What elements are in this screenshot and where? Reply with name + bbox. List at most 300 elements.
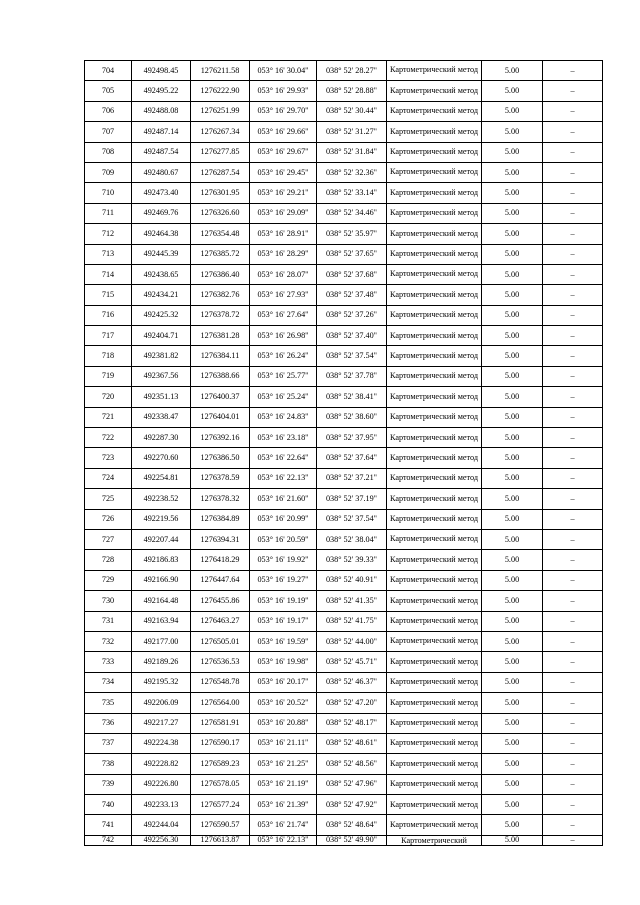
y-coordinate-cell: 1276251.99 [191, 101, 250, 121]
x-coordinate-cell: 492495.22 [132, 81, 191, 101]
latitude-cell: 053° 16' 27.93" [250, 285, 317, 305]
latitude-cell: 053° 16' 21.60" [250, 489, 317, 509]
description-cell: – [543, 428, 603, 448]
x-coordinate-cell: 492233.13 [132, 795, 191, 815]
table-row [85, 815, 603, 835]
method-cell: Картометрический метод [387, 774, 482, 794]
accuracy-cell: 5.00 [482, 652, 543, 672]
x-coordinate-cell: 492166.90 [132, 570, 191, 590]
x-coordinate-cell: 492228.82 [132, 754, 191, 774]
accuracy-cell: 5.00 [482, 305, 543, 325]
y-coordinate-cell: 1276378.72 [191, 305, 250, 325]
y-coordinate-cell: 1276564.00 [191, 693, 250, 713]
accuracy-cell: 5.00 [482, 407, 543, 427]
x-coordinate-cell: 492219.56 [132, 509, 191, 529]
table-row [85, 550, 603, 570]
method-cell: Картометрический метод [387, 815, 482, 835]
table-row [85, 407, 603, 427]
y-coordinate-cell: 1276590.17 [191, 733, 250, 753]
description-cell: – [543, 713, 603, 733]
x-coordinate-cell: 492480.67 [132, 162, 191, 182]
description-cell: – [543, 122, 603, 142]
description-cell: – [543, 305, 603, 325]
y-coordinate-cell: 1276536.53 [191, 652, 250, 672]
description-cell: – [543, 264, 603, 284]
accuracy-cell: 5.00 [482, 326, 543, 346]
method-cell: Картометрический метод [387, 183, 482, 203]
longitude-cell: 038° 52' 46.37" [317, 672, 387, 692]
method-cell: Картометрический метод [387, 795, 482, 815]
method-cell: Картометрический метод [387, 387, 482, 407]
latitude-cell: 053° 16' 19.27" [250, 570, 317, 590]
y-coordinate-cell: 1276354.48 [191, 224, 250, 244]
accuracy-cell: 5.00 [482, 448, 543, 468]
table-row [85, 631, 603, 651]
x-coordinate-cell: 492287.30 [132, 428, 191, 448]
accuracy-cell: 5.00 [482, 142, 543, 162]
x-coordinate-cell: 492164.48 [132, 591, 191, 611]
point-number-cell: 718 [85, 346, 132, 366]
accuracy-cell: 5.00 [482, 733, 543, 753]
y-coordinate-cell: 1276378.32 [191, 489, 250, 509]
method-cell: Картометрический метод [387, 509, 482, 529]
point-number-cell: 709 [85, 162, 132, 182]
y-coordinate-cell: 1276447.64 [191, 570, 250, 590]
latitude-cell: 053° 16' 28.91" [250, 224, 317, 244]
table-row [85, 570, 603, 590]
description-cell: – [543, 529, 603, 549]
description-cell: – [543, 224, 603, 244]
table-row [85, 81, 603, 101]
table-row [85, 652, 603, 672]
accuracy-cell: 5.00 [482, 203, 543, 223]
point-number-cell: 725 [85, 489, 132, 509]
method-cell: Картометрический метод [387, 264, 482, 284]
y-coordinate-cell: 1276326.60 [191, 203, 250, 223]
latitude-cell: 053° 16' 27.64" [250, 305, 317, 325]
description-cell: – [543, 509, 603, 529]
y-coordinate-cell: 1276400.37 [191, 387, 250, 407]
y-coordinate-cell: 1276301.95 [191, 183, 250, 203]
latitude-cell: 053° 16' 21.11" [250, 733, 317, 753]
x-coordinate-cell: 492469.76 [132, 203, 191, 223]
table-row [85, 101, 603, 121]
accuracy-cell: 5.00 [482, 570, 543, 590]
x-coordinate-cell: 492487.54 [132, 142, 191, 162]
accuracy-cell: 5.00 [482, 285, 543, 305]
point-number-cell: 710 [85, 183, 132, 203]
longitude-cell: 038° 52' 37.78" [317, 366, 387, 386]
accuracy-cell: 5.00 [482, 591, 543, 611]
x-coordinate-cell: 492464.38 [132, 224, 191, 244]
table-row [85, 448, 603, 468]
latitude-cell: 053° 16' 23.18" [250, 428, 317, 448]
latitude-cell: 053° 16' 26.24" [250, 346, 317, 366]
latitude-cell: 053° 16' 29.93" [250, 81, 317, 101]
longitude-cell: 038° 52' 37.26" [317, 305, 387, 325]
y-coordinate-cell: 1276613.87 [191, 835, 250, 845]
latitude-cell: 053° 16' 24.83" [250, 407, 317, 427]
x-coordinate-cell: 492244.04 [132, 815, 191, 835]
point-number-cell: 715 [85, 285, 132, 305]
x-coordinate-cell: 492163.94 [132, 611, 191, 631]
latitude-cell: 053° 16' 29.09" [250, 203, 317, 223]
accuracy-cell: 5.00 [482, 468, 543, 488]
longitude-cell: 038° 52' 47.96" [317, 774, 387, 794]
longitude-cell: 038° 52' 37.54" [317, 346, 387, 366]
x-coordinate-cell: 492488.08 [132, 101, 191, 121]
latitude-cell: 053° 16' 20.88" [250, 713, 317, 733]
accuracy-cell: 5.00 [482, 387, 543, 407]
longitude-cell: 038° 52' 45.71" [317, 652, 387, 672]
latitude-cell: 053° 16' 30.04" [250, 61, 317, 81]
method-cell: Картометрический метод [387, 591, 482, 611]
latitude-cell: 053° 16' 21.39" [250, 795, 317, 815]
longitude-cell: 038° 52' 34.46" [317, 203, 387, 223]
point-number-cell: 728 [85, 550, 132, 570]
y-coordinate-cell: 1276455.86 [191, 591, 250, 611]
y-coordinate-cell: 1276378.59 [191, 468, 250, 488]
description-cell: – [543, 387, 603, 407]
point-number-cell: 742 [85, 835, 132, 845]
y-coordinate-cell: 1276404.01 [191, 407, 250, 427]
point-number-cell: 732 [85, 631, 132, 651]
point-number-cell: 730 [85, 591, 132, 611]
latitude-cell: 053° 16' 22.64" [250, 448, 317, 468]
latitude-cell: 053° 16' 25.77" [250, 366, 317, 386]
latitude-cell: 053° 16' 29.67" [250, 142, 317, 162]
y-coordinate-cell: 1276386.40 [191, 264, 250, 284]
accuracy-cell: 5.00 [482, 795, 543, 815]
description-cell: – [543, 815, 603, 835]
longitude-cell: 038° 52' 41.75" [317, 611, 387, 631]
description-cell: – [543, 774, 603, 794]
accuracy-cell: 5.00 [482, 611, 543, 631]
accuracy-cell: 5.00 [482, 61, 543, 81]
method-cell: Картометрический метод [387, 407, 482, 427]
latitude-cell: 053° 16' 19.19" [250, 591, 317, 611]
latitude-cell: 053° 16' 25.24" [250, 387, 317, 407]
longitude-cell: 038° 52' 31.84" [317, 142, 387, 162]
latitude-cell: 053° 16' 28.07" [250, 264, 317, 284]
table-row [85, 428, 603, 448]
point-number-cell: 740 [85, 795, 132, 815]
table-row [85, 733, 603, 753]
x-coordinate-cell: 492487.14 [132, 122, 191, 142]
accuracy-cell: 5.00 [482, 183, 543, 203]
accuracy-cell: 5.00 [482, 224, 543, 244]
table-row [85, 387, 603, 407]
point-number-cell: 721 [85, 407, 132, 427]
accuracy-cell: 5.00 [482, 774, 543, 794]
longitude-cell: 038° 52' 37.40" [317, 326, 387, 346]
accuracy-cell: 5.00 [482, 509, 543, 529]
table-row [85, 795, 603, 815]
x-coordinate-cell: 492381.82 [132, 346, 191, 366]
latitude-cell: 053° 16' 20.17" [250, 672, 317, 692]
method-cell: Картометрический метод [387, 529, 482, 549]
latitude-cell: 053° 16' 29.21" [250, 183, 317, 203]
description-cell: – [543, 591, 603, 611]
point-number-cell: 707 [85, 122, 132, 142]
longitude-cell: 038° 52' 37.68" [317, 264, 387, 284]
coordinates-table [84, 60, 603, 846]
y-coordinate-cell: 1276548.78 [191, 672, 250, 692]
point-number-cell: 720 [85, 387, 132, 407]
method-cell: Картометрический метод [387, 81, 482, 101]
latitude-cell: 053° 16' 20.59" [250, 529, 317, 549]
method-cell: Картометрический метод [387, 142, 482, 162]
description-cell: – [543, 61, 603, 81]
x-coordinate-cell: 492351.13 [132, 387, 191, 407]
y-coordinate-cell: 1276590.57 [191, 815, 250, 835]
latitude-cell: 053° 16' 21.19" [250, 774, 317, 794]
latitude-cell: 053° 16' 19.59" [250, 631, 317, 651]
method-cell: Картометрический метод [387, 448, 482, 468]
table-row [85, 693, 603, 713]
x-coordinate-cell: 492256.30 [132, 835, 191, 845]
accuracy-cell: 5.00 [482, 835, 543, 845]
point-number-cell: 708 [85, 142, 132, 162]
accuracy-cell: 5.00 [482, 672, 543, 692]
accuracy-cell: 5.00 [482, 693, 543, 713]
longitude-cell: 038° 52' 38.60" [317, 407, 387, 427]
longitude-cell: 038° 52' 40.91" [317, 570, 387, 590]
x-coordinate-cell: 492425.32 [132, 305, 191, 325]
table-row [85, 285, 603, 305]
accuracy-cell: 5.00 [482, 489, 543, 509]
point-number-cell: 714 [85, 264, 132, 284]
method-cell: Картометрический метод [387, 203, 482, 223]
longitude-cell: 038° 52' 28.27" [317, 61, 387, 81]
description-cell: – [543, 142, 603, 162]
latitude-cell: 053° 16' 29.45" [250, 162, 317, 182]
longitude-cell: 038° 52' 38.04" [317, 529, 387, 549]
method-cell: Картометрический метод [387, 61, 482, 81]
y-coordinate-cell: 1276589.23 [191, 754, 250, 774]
point-number-cell: 716 [85, 305, 132, 325]
method-cell: Картометрический метод [387, 244, 482, 264]
x-coordinate-cell: 492498.45 [132, 61, 191, 81]
latitude-cell: 053° 16' 29.70" [250, 101, 317, 121]
longitude-cell: 038° 52' 37.21" [317, 468, 387, 488]
longitude-cell: 038° 52' 41.35" [317, 591, 387, 611]
description-cell: – [543, 693, 603, 713]
y-coordinate-cell: 1276381.28 [191, 326, 250, 346]
table-row [85, 203, 603, 223]
y-coordinate-cell: 1276287.54 [191, 162, 250, 182]
point-number-cell: 722 [85, 428, 132, 448]
description-cell: – [543, 672, 603, 692]
point-number-cell: 739 [85, 774, 132, 794]
accuracy-cell: 5.00 [482, 631, 543, 651]
x-coordinate-cell: 492367.56 [132, 366, 191, 386]
description-cell: – [543, 795, 603, 815]
y-coordinate-cell: 1276384.89 [191, 509, 250, 529]
table-row [85, 754, 603, 774]
method-cell: Картометрический метод [387, 672, 482, 692]
latitude-cell: 053° 16' 21.25" [250, 754, 317, 774]
point-number-cell: 713 [85, 244, 132, 264]
y-coordinate-cell: 1276211.58 [191, 61, 250, 81]
x-coordinate-cell: 492445.39 [132, 244, 191, 264]
point-number-cell: 712 [85, 224, 132, 244]
point-number-cell: 736 [85, 713, 132, 733]
y-coordinate-cell: 1276388.66 [191, 366, 250, 386]
accuracy-cell: 5.00 [482, 550, 543, 570]
point-number-cell: 734 [85, 672, 132, 692]
y-coordinate-cell: 1276578.05 [191, 774, 250, 794]
latitude-cell: 053° 16' 19.98" [250, 652, 317, 672]
table-row [85, 244, 603, 264]
description-cell: – [543, 448, 603, 468]
point-number-cell: 711 [85, 203, 132, 223]
y-coordinate-cell: 1276222.90 [191, 81, 250, 101]
description-cell: – [543, 631, 603, 651]
point-number-cell: 741 [85, 815, 132, 835]
accuracy-cell: 5.00 [482, 815, 543, 835]
longitude-cell: 038° 52' 37.54" [317, 509, 387, 529]
description-cell: – [543, 101, 603, 121]
description-cell: – [543, 407, 603, 427]
latitude-cell: 053° 16' 28.29" [250, 244, 317, 264]
longitude-cell: 038° 52' 37.64" [317, 448, 387, 468]
latitude-cell: 053° 16' 29.66" [250, 122, 317, 142]
accuracy-cell: 5.00 [482, 101, 543, 121]
method-cell: Картометрический метод [387, 162, 482, 182]
description-cell: – [543, 754, 603, 774]
accuracy-cell: 5.00 [482, 264, 543, 284]
table-row [85, 713, 603, 733]
longitude-cell: 038° 52' 33.14" [317, 183, 387, 203]
longitude-cell: 038° 52' 30.44" [317, 101, 387, 121]
method-cell: Картометрический [387, 835, 482, 845]
x-coordinate-cell: 492177.00 [132, 631, 191, 651]
latitude-cell: 053° 16' 22.13" [250, 468, 317, 488]
x-coordinate-cell: 492338.47 [132, 407, 191, 427]
method-cell: Картометрический метод [387, 631, 482, 651]
x-coordinate-cell: 492226.80 [132, 774, 191, 794]
accuracy-cell: 5.00 [482, 244, 543, 264]
method-cell: Картометрический метод [387, 468, 482, 488]
table-row [85, 162, 603, 182]
accuracy-cell: 5.00 [482, 428, 543, 448]
latitude-cell: 053° 16' 22.13" [250, 835, 317, 845]
y-coordinate-cell: 1276385.72 [191, 244, 250, 264]
longitude-cell: 038° 52' 39.33" [317, 550, 387, 570]
description-cell: – [543, 733, 603, 753]
point-number-cell: 706 [85, 101, 132, 121]
y-coordinate-cell: 1276384.11 [191, 346, 250, 366]
table-row [85, 672, 603, 692]
x-coordinate-cell: 492434.21 [132, 285, 191, 305]
description-cell: – [543, 366, 603, 386]
y-coordinate-cell: 1276382.76 [191, 285, 250, 305]
longitude-cell: 038° 52' 32.36" [317, 162, 387, 182]
description-cell: – [543, 835, 603, 845]
point-number-cell: 724 [85, 468, 132, 488]
method-cell: Картометрический метод [387, 428, 482, 448]
point-number-cell: 737 [85, 733, 132, 753]
y-coordinate-cell: 1276267.34 [191, 122, 250, 142]
point-number-cell: 723 [85, 448, 132, 468]
table-row [85, 529, 603, 549]
method-cell: Картометрический метод [387, 285, 482, 305]
table-row [85, 326, 603, 346]
longitude-cell: 038° 52' 47.20" [317, 693, 387, 713]
y-coordinate-cell: 1276392.16 [191, 428, 250, 448]
method-cell: Картометрический метод [387, 224, 482, 244]
longitude-cell: 038° 52' 44.00" [317, 631, 387, 651]
method-cell: Картометрический метод [387, 611, 482, 631]
description-cell: – [543, 285, 603, 305]
y-coordinate-cell: 1276394.31 [191, 529, 250, 549]
table-row [85, 835, 603, 845]
table-row [85, 611, 603, 631]
method-cell: Картометрический метод [387, 101, 482, 121]
method-cell: Картометрический метод [387, 346, 482, 366]
y-coordinate-cell: 1276581.91 [191, 713, 250, 733]
latitude-cell: 053° 16' 26.98" [250, 326, 317, 346]
table-row [85, 183, 603, 203]
latitude-cell: 053° 16' 19.17" [250, 611, 317, 631]
accuracy-cell: 5.00 [482, 122, 543, 142]
table-row [85, 591, 603, 611]
table-row [85, 468, 603, 488]
description-cell: – [543, 550, 603, 570]
x-coordinate-cell: 492195.32 [132, 672, 191, 692]
description-cell: – [543, 203, 603, 223]
description-cell: – [543, 468, 603, 488]
x-coordinate-cell: 492224.38 [132, 733, 191, 753]
accuracy-cell: 5.00 [482, 366, 543, 386]
point-number-cell: 717 [85, 326, 132, 346]
description-cell: – [543, 489, 603, 509]
table-row [85, 264, 603, 284]
x-coordinate-cell: 492404.71 [132, 326, 191, 346]
description-cell: – [543, 244, 603, 264]
x-coordinate-cell: 492217.27 [132, 713, 191, 733]
longitude-cell: 038° 52' 48.64" [317, 815, 387, 835]
method-cell: Картометрический метод [387, 570, 482, 590]
y-coordinate-cell: 1276577.24 [191, 795, 250, 815]
accuracy-cell: 5.00 [482, 754, 543, 774]
description-cell: – [543, 81, 603, 101]
longitude-cell: 038° 52' 28.88" [317, 81, 387, 101]
x-coordinate-cell: 492238.52 [132, 489, 191, 509]
table-row [85, 509, 603, 529]
point-number-cell: 733 [85, 652, 132, 672]
description-cell: – [543, 183, 603, 203]
longitude-cell: 038° 52' 48.17" [317, 713, 387, 733]
table-body [85, 61, 603, 846]
method-cell: Картометрический метод [387, 693, 482, 713]
longitude-cell: 038° 52' 49.90" [317, 835, 387, 845]
accuracy-cell: 5.00 [482, 529, 543, 549]
method-cell: Картометрический метод [387, 489, 482, 509]
longitude-cell: 038° 52' 48.56" [317, 754, 387, 774]
point-number-cell: 705 [85, 81, 132, 101]
longitude-cell: 038° 52' 37.48" [317, 285, 387, 305]
description-cell: – [543, 652, 603, 672]
table-row [85, 142, 603, 162]
point-number-cell: 735 [85, 693, 132, 713]
x-coordinate-cell: 492473.40 [132, 183, 191, 203]
table-row [85, 346, 603, 366]
accuracy-cell: 5.00 [482, 346, 543, 366]
table-row [85, 61, 603, 81]
point-number-cell: 719 [85, 366, 132, 386]
